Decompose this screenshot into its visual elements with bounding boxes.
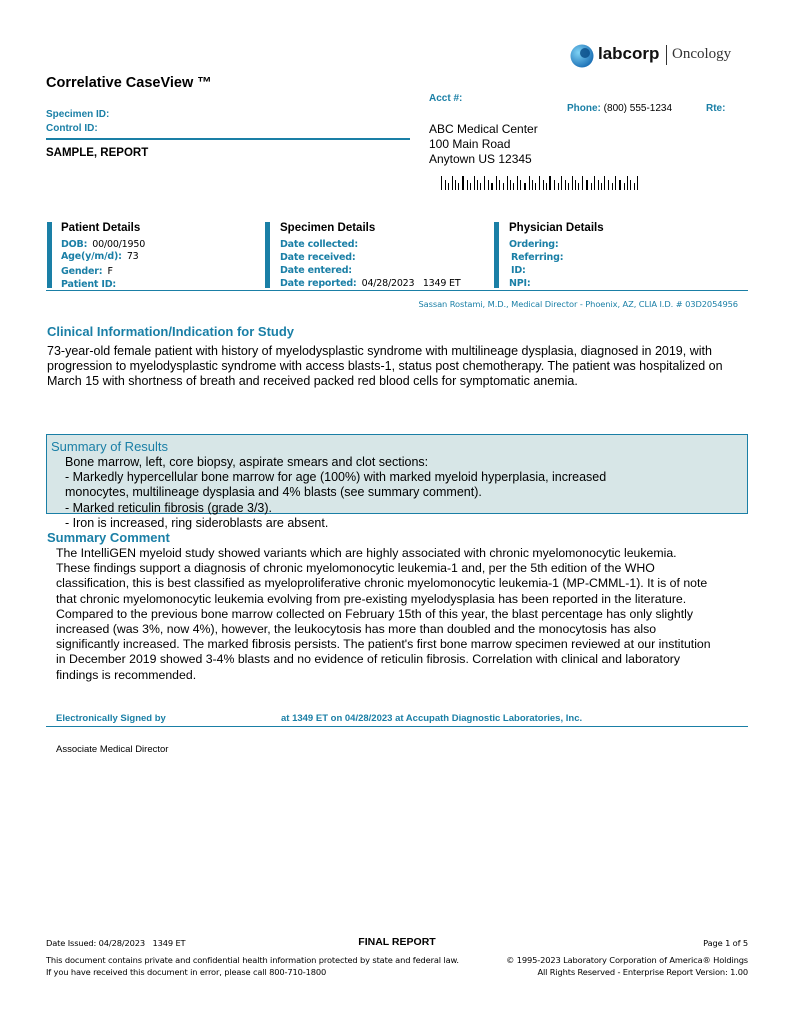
summary-comment-line: significantly increased. The marked fibrosis persists. The patient's first bone marrow specimen reviewed at our institution: [56, 637, 711, 652]
barcode-bar: [470, 183, 471, 190]
barcode-bar: [517, 176, 518, 190]
barcode-bar: [575, 180, 576, 190]
physician-details: [509, 221, 604, 287]
clinical-text: [47, 344, 752, 390]
gender-value: F: [107, 266, 113, 277]
summary-comment-line: that chronic myelomonocytic leukemia evolving from pre-existing myelodysplasia has been reported in the literature.: [56, 591, 687, 606]
barcode-bar: [554, 180, 555, 190]
barcode-bar: [503, 183, 504, 190]
specimen-details-heading: Specimen Details: [280, 222, 376, 234]
barcode-bar: [558, 183, 559, 190]
summary-result-line: monocytes, multilineage dysplasia and 4% blasts (see summary comment).: [65, 485, 482, 500]
confidential-notice-1: This document contains private and confidential health information protected by state and federal law.: [46, 955, 459, 965]
barcode-bar: [539, 176, 540, 190]
barcode-bar: [591, 183, 592, 190]
barcode-bar: [594, 176, 595, 190]
rte-label: Rte:: [706, 103, 726, 114]
barcode-bar: [543, 180, 544, 190]
barcode-bar: [546, 183, 547, 190]
specimen-details-bar: [265, 222, 270, 288]
phone-value: (800) 555-1234: [603, 103, 673, 114]
barcode-bar: [624, 183, 625, 190]
barcode-bar: [608, 180, 609, 190]
date-collected-label: Date collected:: [280, 239, 358, 250]
barcode: [441, 176, 717, 190]
date-reported-label: Date reported:: [280, 278, 357, 289]
patient-details: [61, 221, 145, 288]
barcode-bar: [510, 180, 511, 190]
barcode-bar: [619, 180, 621, 190]
barcode-bar: [488, 180, 489, 190]
report-title: Correlative CaseView ™: [46, 75, 212, 91]
barcode-bar: [565, 180, 566, 190]
barcode-bar: [598, 180, 599, 190]
referring-label: Referring:: [511, 252, 564, 263]
summary-comment-line: These findings support a diagnosis of chronic myelomonocytic leukemia-1 and, per the 5th edition of the WHO: [56, 561, 655, 576]
signer-role: Associate Medical Director: [56, 744, 169, 755]
dob-label: DOB:: [61, 239, 88, 250]
page-number: Page 1 of 5: [703, 938, 748, 948]
summary-comment-line: Compared to the previous bone marrow collected on February 15th of this year, the blast percentage has only slightly: [56, 606, 694, 621]
address-line: ABC Medical Center: [429, 122, 538, 136]
specimen-details: [280, 221, 460, 287]
copyright: © 1995-2023 Laboratory Corporation of America® Holdings: [506, 955, 748, 965]
barcode-bar: [507, 176, 508, 190]
logo-brand: labcorp: [598, 44, 660, 63]
confidential-notice-2: If you have received this document in error, please call 800-710-1800: [46, 967, 327, 977]
summary-result-line: Bone marrow, left, core biopsy, aspirate smears and clot sections:: [65, 455, 429, 469]
footer: [46, 936, 748, 980]
physician-details-heading: Physician Details: [509, 222, 604, 234]
barcode-bar: [582, 176, 583, 190]
date-issued: Date Issued: 04/28/2023 1349 ET: [46, 938, 186, 948]
summary-comment-line: increased (was 3%, now 4%), however, the leukocytosis has more than doubled and the monocytosis has also: [56, 622, 657, 637]
summary-results-heading: Summary of Results: [51, 439, 169, 454]
barcode-bar: [529, 176, 530, 190]
barcode-bar: [634, 183, 635, 190]
report-status: FINAL REPORT: [358, 936, 436, 948]
barcode-bar: [627, 176, 628, 190]
labcorp-logo: [570, 43, 735, 69]
barcode-bar: [601, 183, 602, 190]
barcode-bar: [561, 176, 562, 190]
summary-result-line: - Iron is increased, ring sideroblasts are absent.: [65, 515, 329, 530]
patient-details-heading: Patient Details: [61, 222, 141, 234]
date-received-label: Date received:: [280, 252, 356, 263]
barcode-bar: [455, 180, 456, 190]
summary-results-box: [46, 434, 748, 530]
barcode-bar: [532, 180, 533, 190]
barcode-bar: [496, 176, 497, 190]
barcode-bar: [604, 176, 605, 190]
barcode-bar: [520, 180, 521, 190]
barcode-bar: [445, 180, 446, 190]
summary-comment-line: findings is recommended.: [56, 667, 197, 682]
specimen-id-label: Specimen ID:: [46, 109, 110, 120]
barcode-bar: [458, 183, 459, 190]
signed-detail: at 1349 ET on 04/28/2023 at Accupath Diagnostic Laboratories, Inc.: [281, 713, 583, 724]
address-line: Anytown US 12345: [429, 152, 532, 166]
barcode-bar: [448, 183, 449, 190]
logo-division: Oncology: [672, 46, 732, 62]
summary-comment-line: classification, this is best classified as myeloproliferative chronic myelomonocytic leukemia-1 (MP-CMML-1). It is of note: [56, 576, 708, 591]
age-value: 73: [126, 251, 139, 262]
summary-comment-line: The IntelliGEN myeloid study showed variants which are highly associated with chronic myelomonocytic leukemia.: [56, 546, 677, 560]
date-reported-value: 04/28/2023 1349 ET: [361, 278, 461, 289]
gender-label: Gender:: [61, 266, 103, 277]
barcode-bar: [615, 176, 616, 190]
barcode-bar: [480, 183, 481, 190]
signature-divider: [46, 726, 748, 727]
acct-label: Acct #:: [429, 93, 463, 104]
details-divider: [46, 290, 748, 291]
clinical-heading: Clinical Information/Indication for Study: [47, 324, 295, 339]
barcode-bar: [462, 176, 464, 190]
patient-id-label: Patient ID:: [61, 279, 116, 290]
summary-comment-text: [56, 546, 711, 683]
barcode-bar: [568, 183, 569, 190]
patient-name: SAMPLE, REPORT: [46, 147, 149, 159]
dob-value: 00/00/1950: [92, 239, 146, 250]
physician-details-bar: [494, 222, 499, 288]
date-entered-label: Date entered:: [280, 265, 352, 276]
address-block: [429, 122, 538, 167]
summary-result-line: - Markedly hypercellular bone marrow for age (100%) with marked myeloid hyperplasia, increased: [65, 470, 607, 485]
barcode-bar: [637, 176, 638, 190]
header-divider: [46, 138, 410, 140]
barcode-bar: [612, 183, 613, 190]
summary-result-line: - Marked reticulin fibrosis (grade 3/3).: [65, 500, 273, 515]
address-line: 100 Main Road: [429, 137, 511, 151]
barcode-bar: [630, 180, 631, 190]
barcode-bar: [578, 183, 579, 190]
barcode-bar: [549, 176, 551, 190]
phone-label: Phone:: [567, 103, 601, 114]
barcode-bar: [535, 183, 536, 190]
clinical-line: progression to myelodysplastic syndrome with access blasts-1, status post chemotherapy. The patient was hospitalized on: [47, 359, 723, 374]
barcode-bar: [491, 183, 493, 190]
barcode-bar: [441, 176, 442, 190]
barcode-bar: [484, 176, 485, 190]
physician-id-label: ID:: [511, 265, 526, 276]
npi-label: NPI:: [509, 278, 531, 289]
medical-director-line: Sassan Rostami, M.D., Medical Director - Phoenix, AZ, CLIA I.D. # 03D2054956: [418, 299, 738, 309]
summary-comment-heading: Summary Comment: [47, 530, 170, 545]
clinical-line: March 15 with shortness of breath and received packed red blood cells for symptomatic anemia.: [47, 374, 578, 389]
barcode-bar: [572, 176, 573, 190]
labcorp-logo-icon: [570, 44, 594, 68]
signed-label: Electronically Signed by: [56, 713, 166, 724]
barcode-bar: [524, 183, 526, 190]
barcode-bar: [477, 180, 478, 190]
ordering-label: Ordering:: [509, 239, 559, 250]
barcode-bar: [513, 183, 514, 190]
barcode-bar: [499, 180, 500, 190]
control-id-label: Control ID:: [46, 123, 98, 134]
barcode-bar: [474, 176, 475, 190]
clinical-line: 73-year-old female patient with history of myelodysplastic syndrome with multilineage dysplasia, diagnosed in 2019, with: [47, 344, 712, 358]
phone-row: [567, 103, 672, 114]
patient-details-bar: [47, 222, 52, 288]
barcode-bar: [586, 180, 588, 190]
summary-comment-line: in December 2019 showed 3-4% blasts and no evidence of reticulin fibrosis. Correlation with clinical and laboratory: [56, 652, 681, 667]
rights-version: All Rights Reserved - Enterprise Report Version: 1.00: [537, 967, 748, 977]
barcode-bar: [452, 176, 453, 190]
barcode-bar: [467, 180, 468, 190]
age-label: Age(y/m/d):: [61, 251, 122, 262]
logo-divider: [666, 45, 667, 65]
